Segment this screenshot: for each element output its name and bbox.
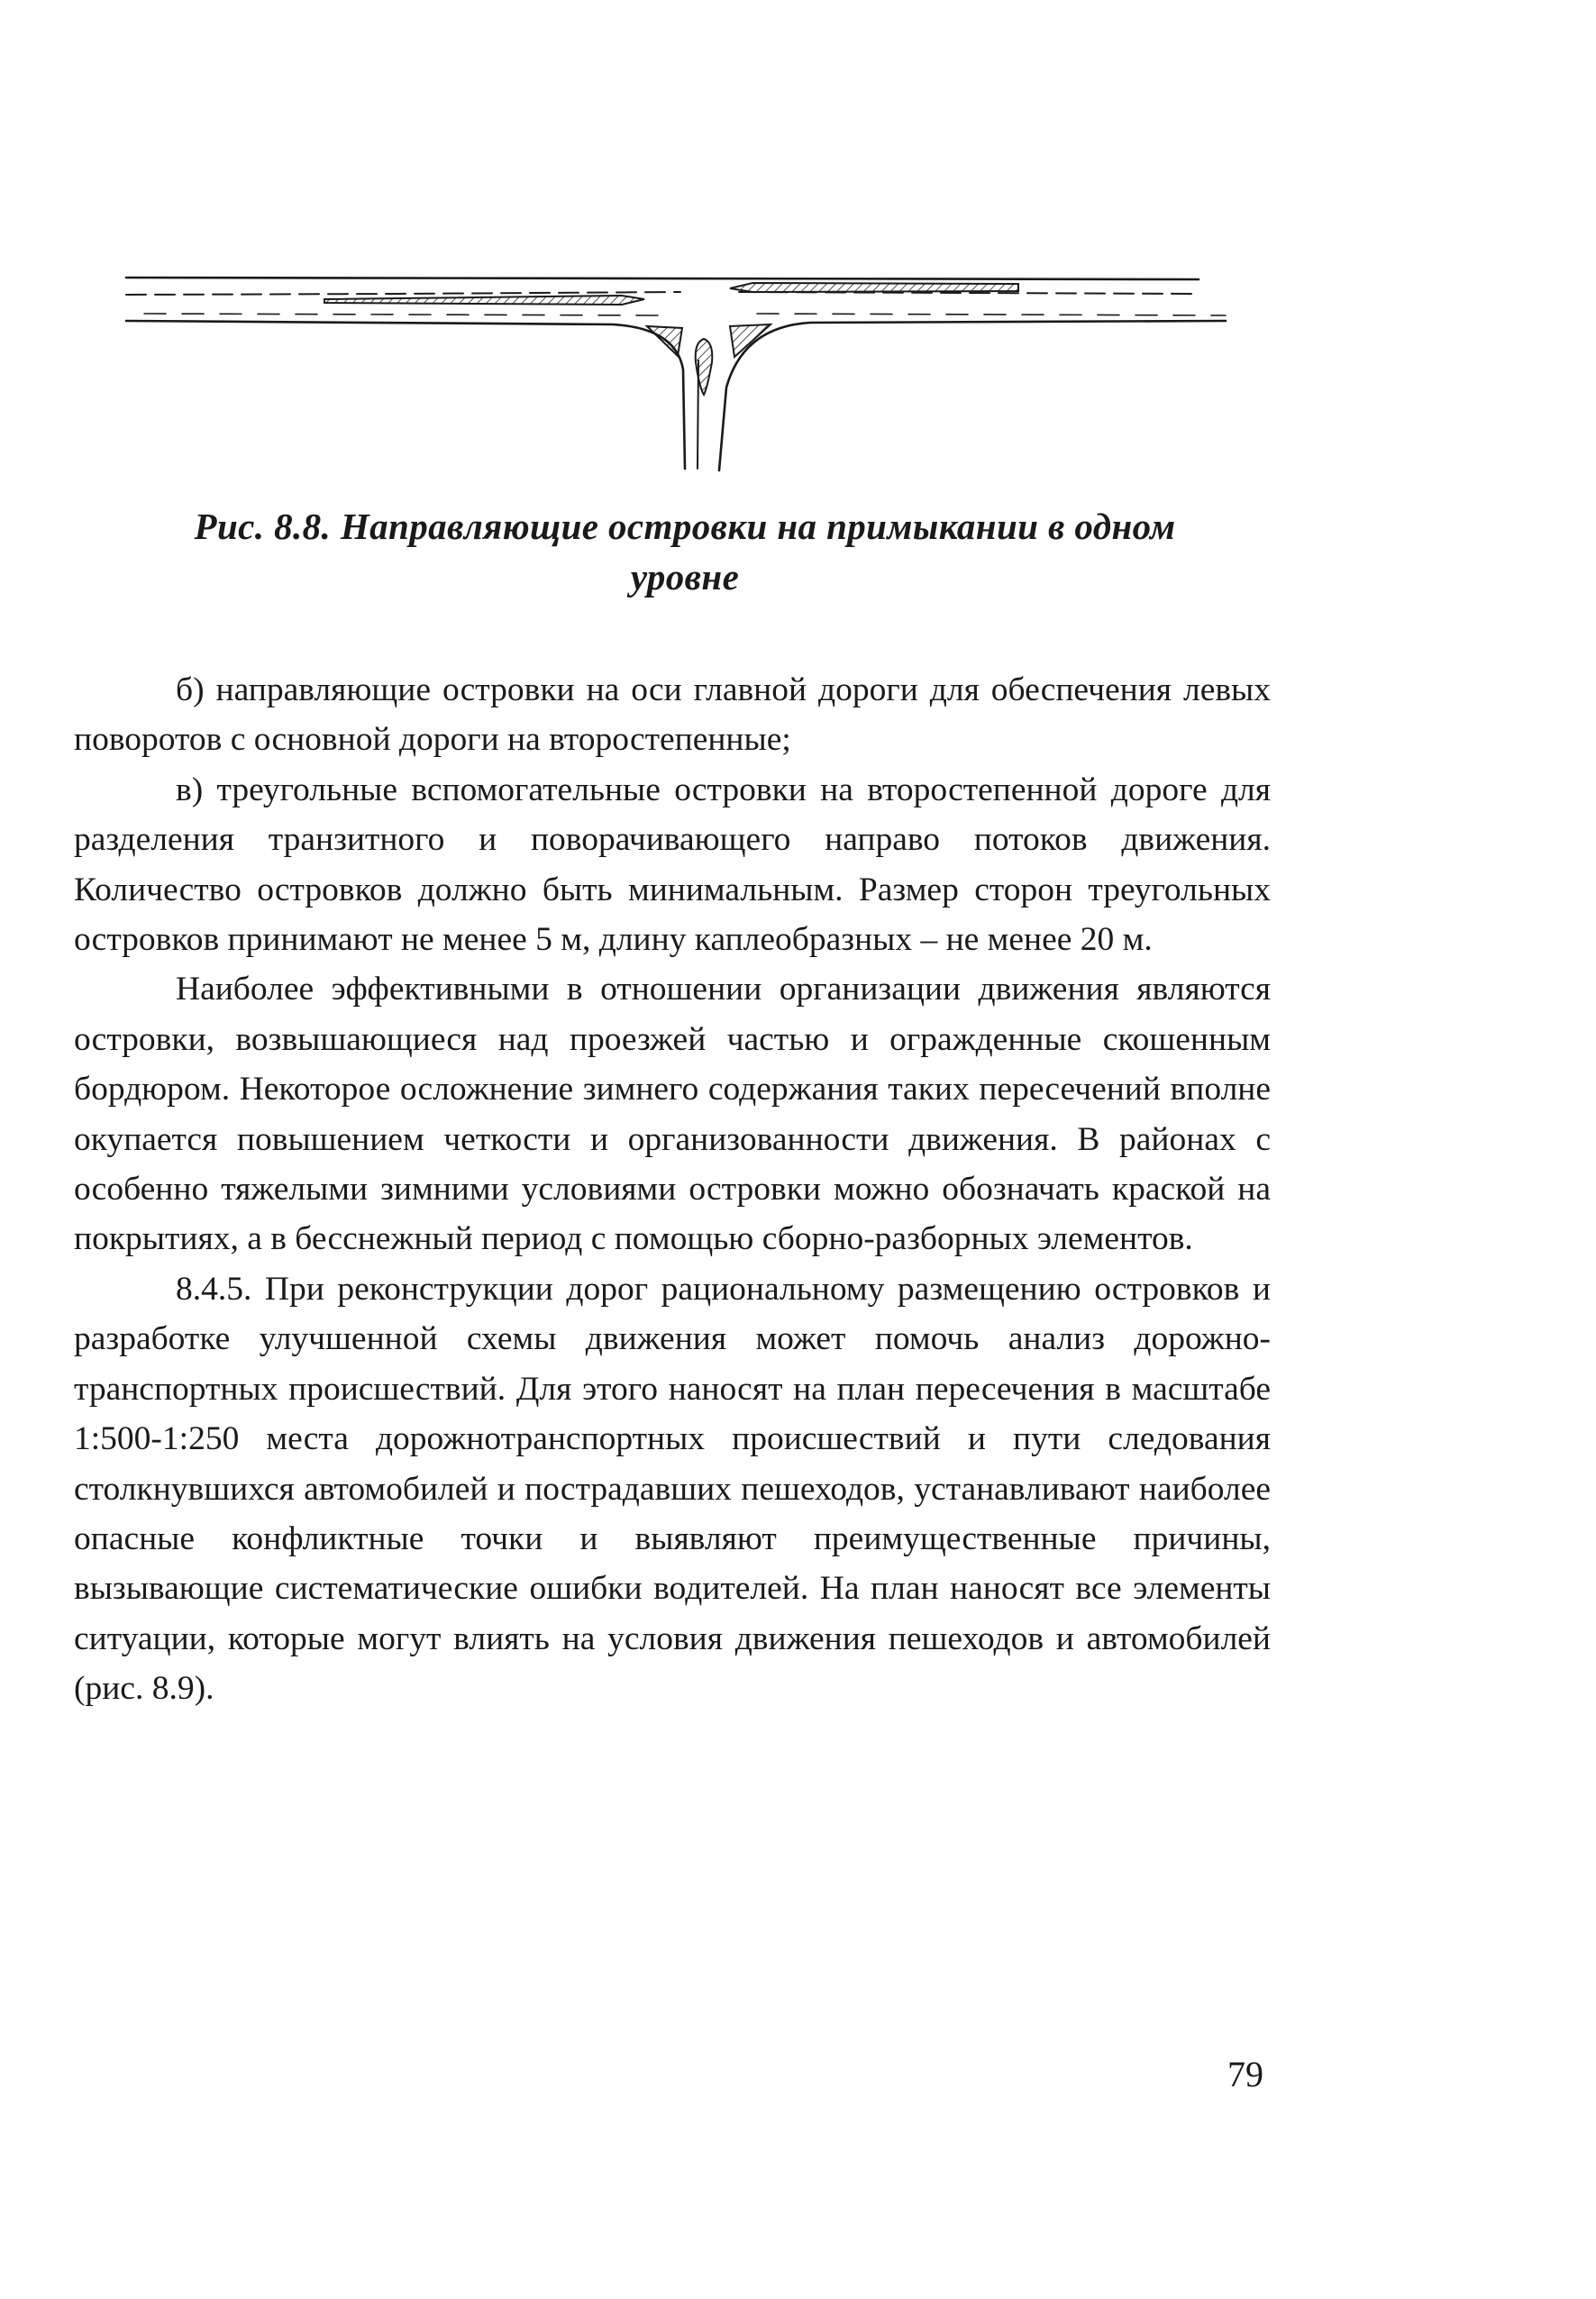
caption-line-2: уровне <box>630 556 740 598</box>
main-road-bottom-edge-right <box>719 321 1226 470</box>
page-number: 79 <box>1227 2054 1263 2094</box>
median-island-left <box>324 296 644 305</box>
main-road-bottom-edge-left <box>126 321 685 469</box>
paragraph: б) направляющие островки на оси главной дороги для обеспечения левых поворотов с основной дороги на второстепенные; <box>74 671 1271 759</box>
triangular-island-left <box>647 326 682 356</box>
main-road-lane-line <box>144 314 1226 315</box>
paragraph: в) треугольные вспомогательные островки на второстепенной дороге для разделения транзитного и поворачивающего направо потоков движения. Количество островков должно быть минимальным. Размер сторон треугольных островков принимают не менее 5 м, длину каплеобразных – не менее 20 м. <box>74 771 1271 959</box>
main-road-top-edge <box>126 278 1199 279</box>
junction-diagram <box>117 261 1244 487</box>
main-road-centerline <box>126 292 1199 295</box>
paragraph: 8.4.5. При реконструкции дорог рациональному размещению островков и разработке улучшенной схемы движения может помочь анализ дорожно-транспортных происшествий. Для этого наносят на план пересечения в масштабе 1:500-1:250 места дорожнотранспортных происшествий и пути следования столкнувшихся автомобилей и пострадавших пешеходов, устанавливают наиболее опасные конфликтные точки и выявляют преимущественные причины, вызывающие систематические ошибки водителей. На план наносят все элементы ситуации, которые могут влиять на условия движения пешеходов и автомобилей (рис. 8.9). <box>74 1270 1271 1708</box>
median-island-right <box>730 283 1018 292</box>
paragraph: Наиболее эффективными в отношении организации движения являются островки, возвышающиеся над проезжей частью и огражденные скошенным бордюром. Некоторое осложнение зимнего содержания таких пересечений вполне окупается повышением четкости и организованности движения. В районах с особенно тяжелыми зимними условиями островки можно обозначать краской на покрытиях, а в бесснежный период с помощью сборно-разборных элементов. <box>74 971 1271 1258</box>
body-text <box>74 665 1271 1714</box>
triangular-island-right <box>730 324 771 357</box>
caption-line-1: Рис. 8.8. Направляющие островки на примыкании в одном <box>194 506 1176 547</box>
figure-caption <box>99 501 1271 602</box>
